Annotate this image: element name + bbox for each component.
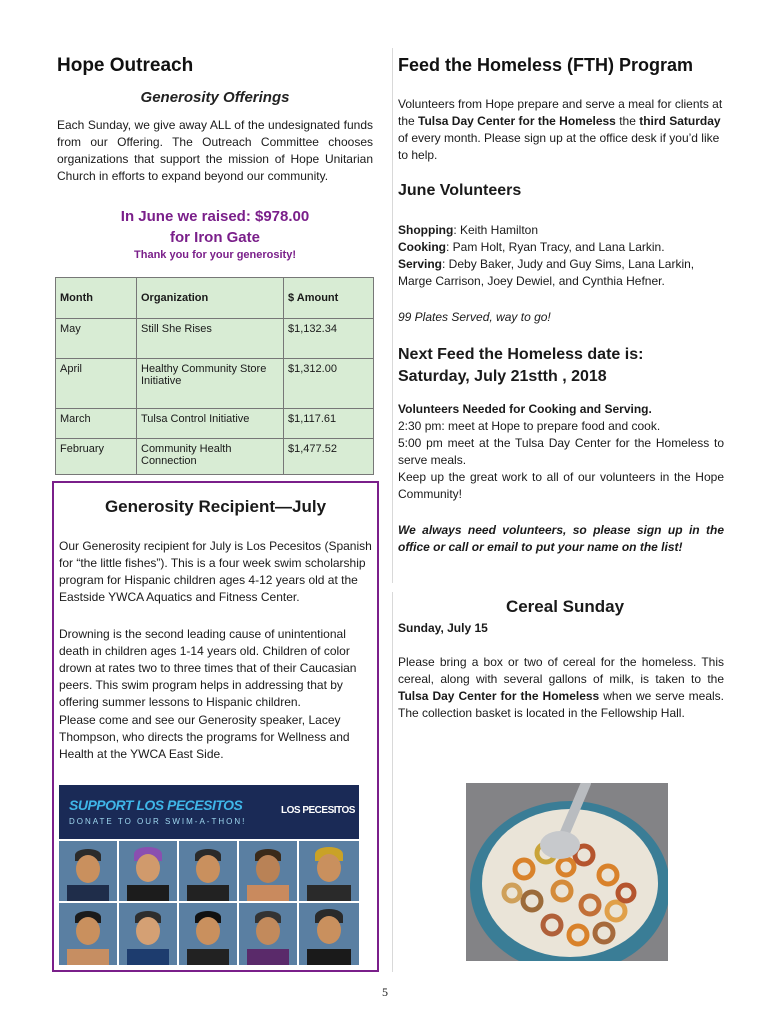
shopping-text: : Keith Hamilton	[453, 223, 539, 237]
cereal-text-a: Please bring a box or two of cereal for the homeless. This cereal, along with several gallons of milk, is taken to the	[398, 655, 724, 686]
table-row	[56, 319, 374, 359]
cereal-sunday-date: Sunday, July 15	[398, 621, 488, 635]
fth-text-d: third Saturday	[639, 114, 721, 128]
table-header-row	[56, 278, 374, 319]
banner-title: SUPPORT LOS PECESITOS	[69, 797, 243, 813]
generosity-recipient-box	[52, 481, 379, 972]
swimmer-photo	[299, 903, 359, 965]
serving-text: : Deby Baker, Judy and Guy Sims, Lana Larkin, Marge Carrison, Joey Dewiel, and Cynthia Hefner.	[398, 257, 695, 288]
outreach-intro-text: Each Sunday, we give away ALL of the undesignated funds from our Offering. The Outreach Committee chooses organizations that support the mission of Hope Unitarian Church in efforts to expand beyond our community.	[57, 118, 373, 183]
june-volunteers-title: June Volunteers	[398, 182, 522, 199]
table-header-amount: $ Amount	[284, 278, 374, 319]
swimmer-photo	[59, 841, 117, 901]
shopping-label: Shopping	[398, 223, 454, 237]
generosity-table-wrap	[55, 277, 374, 475]
swimmer-photo-grid	[59, 841, 359, 965]
table-cell-amount: $1,117.61	[284, 409, 374, 439]
swimmer-photo	[299, 841, 359, 901]
table-cell-amount: $1,132.34	[284, 319, 374, 359]
cooking-text: : Pam Holt, Ryan Tracy, and Lana Larkin.	[446, 240, 665, 254]
schedule-line-2: 5:00 pm meet at the Tulsa Day Center for the Homeless to serve meals.	[398, 436, 724, 467]
table-header-month: Month	[56, 278, 137, 319]
recipient-paragraph-3: Please come and see our Generosity speaker, Lacey Thompson, who directs the programs for Wellness and Health at the YWCA East Side.	[59, 713, 350, 761]
cereal-sunday-title: Cereal Sunday	[505, 597, 625, 616]
table-cell-organization: Healthy Community Store Initiative	[137, 359, 284, 409]
column-divider-top	[392, 48, 393, 583]
cereal-text-c: when we serve meals. The collection basket is located in the Fellowship Hall.	[398, 689, 724, 720]
table-cell-month: April	[56, 359, 137, 409]
table-row	[56, 359, 374, 409]
fth-text-e: of every month. Please sign up at the office desk if you’d like to help.	[398, 131, 720, 162]
table-cell-month: March	[56, 409, 137, 439]
cereal-text-b: Tulsa Day Center for the Homeless	[398, 689, 600, 703]
schedule-line-1: 2:30 pm: meet at Hope to prepare food and cook.	[398, 419, 661, 433]
cereal-sunday-text	[398, 654, 724, 722]
generosity-offerings-subtitle: Generosity Offerings	[140, 89, 290, 106]
swimmer-photo	[59, 903, 117, 965]
swimmer-photo	[119, 903, 177, 965]
banner-subtitle: DONATE TO OUR SWIM-A-THON!	[69, 817, 247, 826]
recipient-paragraph-2: Drowning is the second leading cause of unintentional death in children ages 1-14 years old. Children of color drown at rates two to three times that of their Caucasian peers. This swim program helps in addressing that by offering summer lessons to Hispanic children.	[59, 627, 357, 709]
serving-line	[398, 256, 728, 290]
cereal-bowl-photo	[466, 783, 668, 961]
table-row	[56, 439, 374, 475]
swimmer-photo	[239, 841, 297, 901]
recipient-title: Generosity Recipient—July	[104, 497, 327, 516]
cooking-line	[398, 239, 728, 256]
table-cell-organization: Still She Rises	[137, 319, 284, 359]
table-row	[56, 409, 374, 439]
table-cell-month: February	[56, 439, 137, 475]
volunteers-needed-title: Volunteers Needed for Cooking and Serving.	[398, 402, 652, 416]
generosity-table	[55, 277, 374, 475]
june-volunteers-list	[398, 222, 728, 290]
thanks-volunteers: Keep up the great work to all of our volunteers in the Hope Community!	[398, 470, 724, 501]
fth-text-c: the	[615, 114, 640, 128]
cooking-label: Cooking	[398, 240, 446, 254]
los-pecesitos-banner	[59, 785, 359, 839]
table-cell-amount: $1,312.00	[284, 359, 374, 409]
next-fth-date-title	[398, 344, 643, 388]
june-raised-line: In June we raised: $978.00	[120, 208, 310, 225]
table-cell-organization: Community Health Connection	[137, 439, 284, 475]
column-divider-bottom	[392, 592, 393, 972]
table-header-organization: Organization	[137, 278, 284, 319]
next-fth-line-1: Next Feed the Homeless date is:	[398, 346, 644, 363]
table-cell-amount: $1,477.52	[284, 439, 374, 475]
table-cell-month: May	[56, 319, 137, 359]
raised-recipient-line: for Iron Gate	[169, 229, 260, 246]
always-need-volunteers: We always need volunteers, so please sign up in the office or call or email to put your name on the list!	[398, 523, 724, 554]
fth-text-a: Volunteers from Hope prepare and serve a meal for clients at the	[398, 97, 723, 128]
swimmer-photo	[179, 841, 237, 901]
swimmer-photo	[179, 903, 237, 965]
fth-title: Feed the Homeless (FTH) Program	[398, 55, 694, 75]
page-number: 5	[382, 985, 388, 999]
plates-served-note: 99 Plates Served, way to go!	[398, 310, 551, 324]
cereal-bowl-image	[466, 783, 668, 961]
fth-description	[398, 96, 728, 164]
los-pecesitos-logo: LOS PECESITOS	[281, 805, 355, 816]
fth-text-b: Tulsa Day Center for the Homeless	[418, 114, 616, 128]
recipient-paragraph-1: Our Generosity recipient for July is Los Pecesitos (Spanish for “the little fishes”). This is a four week swim scholarship program for Hispanic children ages 4-12 years old at the Eastside YWCA Aquatics and Fitness Center.	[59, 539, 372, 604]
swimmer-photo	[239, 903, 297, 965]
hope-outreach-title: Hope Outreach	[57, 55, 194, 76]
swimmer-photo	[119, 841, 177, 901]
table-cell-organization: Tulsa Control Initiative	[137, 409, 284, 439]
serving-label: Serving	[398, 257, 443, 271]
thank-you-line: Thank you for your generosity!	[134, 249, 296, 261]
next-fth-line-2: Saturday, July 21stth , 2018	[398, 368, 607, 385]
volunteers-needed-block	[398, 401, 724, 503]
shopping-line	[398, 222, 728, 239]
